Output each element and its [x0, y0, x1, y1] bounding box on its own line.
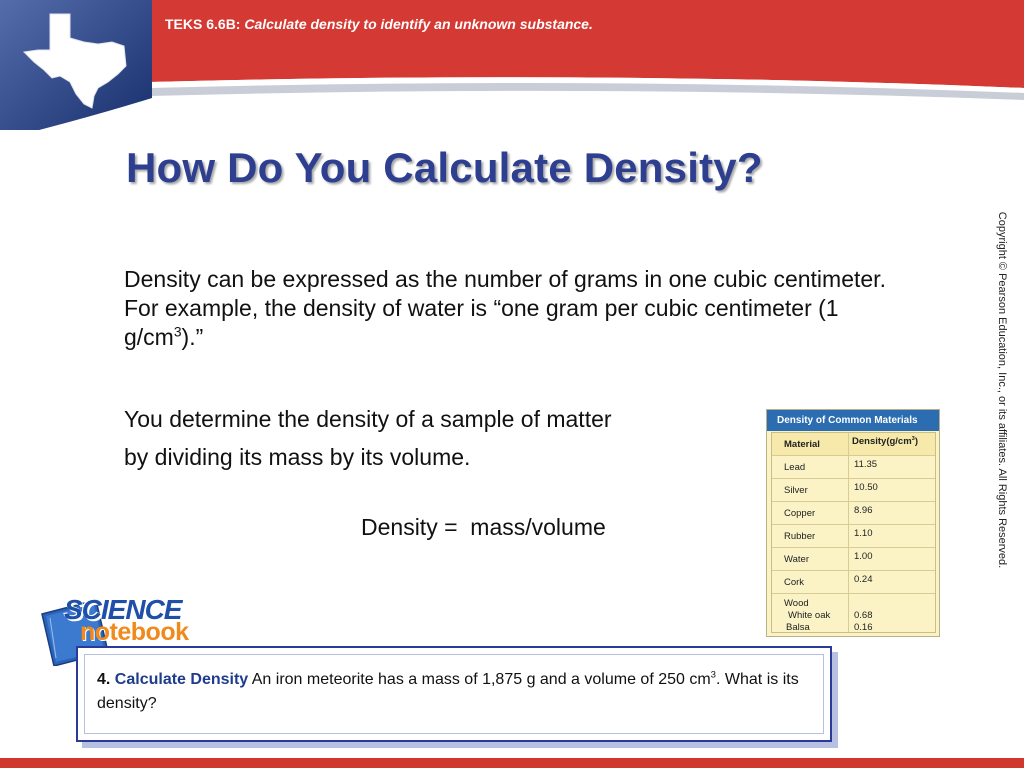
copyright-notice: Copyright © Pearson Education, Inc., or its affiliates. All Rights Reserved. — [996, 211, 1008, 569]
question-superscript: 3 — [710, 669, 717, 681]
bottom-bar — [0, 758, 1024, 768]
slide-title: How Do You Calculate Density? — [126, 144, 763, 191]
texas-map-icon — [0, 0, 150, 110]
question-body: An iron meteorite has a mass of 1,875 g and a volume of 250 cm — [251, 671, 711, 688]
table-row — [772, 455, 935, 478]
density-header-text: Density(g/cm — [852, 436, 912, 447]
density-method — [124, 400, 764, 476]
material-name: Water — [784, 554, 809, 565]
material-density: 1.10 — [854, 528, 873, 539]
header-banner — [0, 0, 1024, 130]
table-header-row — [772, 433, 935, 455]
table-row — [772, 501, 935, 524]
material-name: Wood — [784, 598, 809, 609]
table-row — [772, 547, 935, 570]
teks-standard — [165, 16, 593, 32]
table-row — [772, 478, 935, 501]
logo-science-text: SCIENCE — [64, 594, 182, 625]
density-header-end: ) — [914, 436, 918, 447]
material-subname: White oak — [788, 610, 831, 621]
material-name: Copper — [784, 508, 816, 519]
material-name: Cork — [784, 577, 805, 588]
column-divider — [848, 433, 849, 632]
material-column-header: Material — [784, 439, 820, 450]
density-table-grid — [771, 432, 936, 633]
material-density: 11.35 — [854, 459, 878, 470]
teks-description: Calculate density to identify an unknown substance. — [244, 16, 593, 32]
density-formula: Density = mass/volume — [361, 514, 606, 540]
density-header-sup: 3 — [911, 435, 915, 442]
material-density: 10.50 — [854, 482, 878, 493]
density-table-title: Density of Common Materials — [767, 410, 939, 431]
question-number: 4. — [97, 671, 111, 688]
material-subname: Balsa — [786, 622, 810, 633]
density-explanation-text: Density can be expressed as the number of grams in one cubic centimeter. For example, the density of water is “one gram per cubic centimeter (1 g/cm — [124, 266, 886, 350]
table-row — [772, 570, 935, 593]
material-name: Rubber — [784, 531, 816, 542]
density-table — [766, 409, 940, 637]
material-density: 0.16 — [854, 622, 873, 633]
table-row-wood — [772, 593, 935, 634]
density-explanation-end: ).” — [181, 324, 204, 350]
material-name: Silver — [784, 485, 808, 496]
density-explanation — [124, 265, 924, 352]
wood-densities — [854, 610, 873, 634]
question-body-end: . What is its density? — [97, 671, 799, 712]
material-density: 0.24 — [854, 574, 873, 585]
density-method-line2: by dividing its mass by its volume. — [124, 444, 471, 470]
table-row — [772, 524, 935, 547]
wood-names — [784, 598, 830, 634]
material-density: 8.96 — [854, 505, 873, 516]
material-name: Lead — [784, 462, 806, 473]
question-title: Calculate Density — [114, 671, 249, 688]
teks-code: TEKS 6.6B: — [165, 16, 241, 32]
logo-notebook-text: notebook — [80, 618, 189, 646]
cubic-superscript: 3 — [173, 324, 182, 340]
density-method-line1: You determine the density of a sample of matter — [124, 406, 612, 432]
material-density: 0.68 — [854, 610, 873, 621]
question-text — [97, 668, 807, 716]
question-box — [76, 646, 832, 742]
density-column-header — [852, 436, 918, 447]
material-density: 1.00 — [854, 551, 873, 562]
